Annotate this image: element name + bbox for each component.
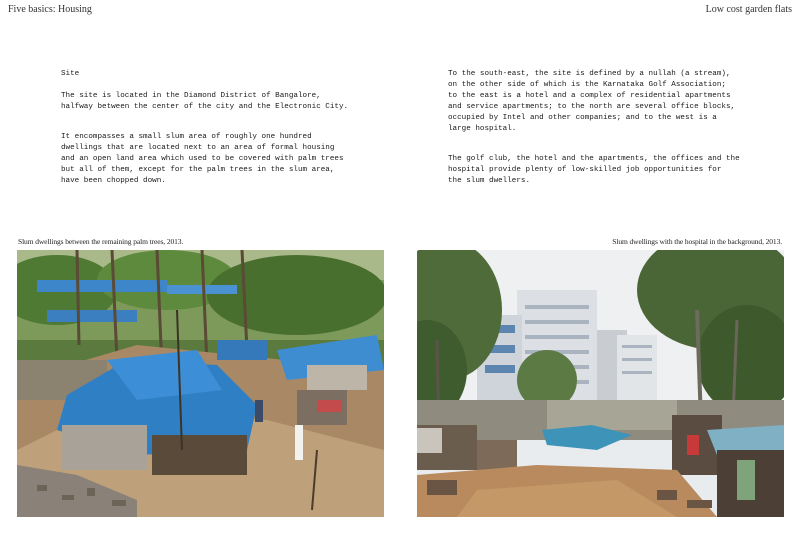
photo-slum-palm-trees-image (17, 250, 384, 517)
text-column-left (61, 58, 361, 206)
paragraph-job-opportunities: The golf club, the hotel and the apartments, the offices and the hospital provide plenty of low-skilled job opportunities for the slum dwellers. (448, 155, 740, 185)
paragraph-site-boundaries: To the south-east, the site is defined by a nullah (a stream), on the other side of which is the Karnataka Golf Association; to the east is a hotel and a complex of residential apartments and service apartments; to the north are several office blocks, occupied by Intel and other companies; and to the west is a large hospital. (448, 70, 736, 133)
photo-slum-hospital (417, 250, 784, 517)
page-header-right: Low cost garden flats (705, 4, 792, 15)
photo-slum-palm-trees (17, 250, 384, 517)
photo-slum-hospital-image (417, 250, 784, 517)
text-column-right (448, 58, 748, 206)
photo-caption-right: Slum dwellings with the hospital in the background, 2013. (612, 237, 782, 246)
paragraph-site-location: The site is located in the Diamond District of Bangalore, halfway between the center of the city and the Electronic City. (61, 92, 349, 111)
section-heading: Site (61, 70, 80, 78)
page-header-left: Five basics: Housing (8, 4, 92, 15)
paragraph-site-description: It encompasses a small slum area of roughly one hundred dwellings that are located next to an area of formal housing and an open land area which used to be covered with palm trees but all of them, except for the palm trees in the slum area, have been chopped down. (61, 133, 344, 185)
photo-caption-left: Slum dwellings between the remaining palm trees, 2013. (18, 237, 184, 246)
